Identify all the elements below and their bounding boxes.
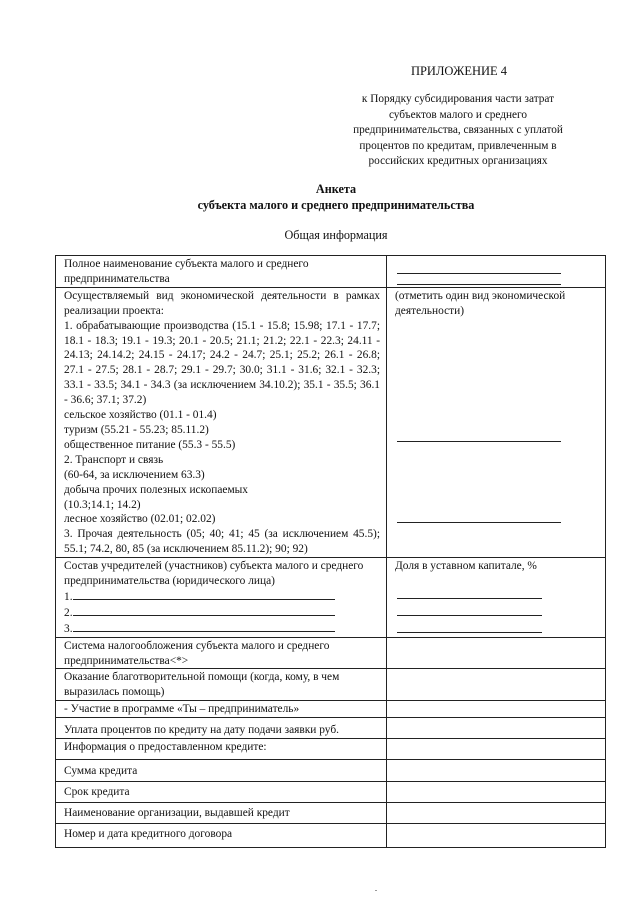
activity-transport: 2. Транспорт и связь bbox=[64, 453, 164, 466]
activity-mining-codes: (10.3;14.1; 14.2) bbox=[64, 498, 141, 511]
answer-cell[interactable] bbox=[387, 739, 606, 760]
appendix-header bbox=[318, 64, 598, 170]
share-cell[interactable] bbox=[387, 558, 606, 638]
table-row bbox=[56, 739, 606, 760]
table-row bbox=[56, 287, 606, 557]
share-line[interactable] bbox=[397, 588, 542, 599]
row-label: Номер и дата кредитного договора bbox=[56, 823, 387, 847]
share-line[interactable] bbox=[397, 605, 542, 616]
answer-line[interactable] bbox=[397, 259, 561, 274]
answer-cell[interactable] bbox=[387, 718, 606, 739]
table-row bbox=[56, 781, 606, 802]
answer-cell[interactable] bbox=[387, 823, 606, 847]
activity-cell bbox=[56, 287, 387, 557]
row-label: Оказание благотворительной помощи (когда, кому, в чем выразилась помощь) bbox=[56, 669, 387, 701]
reference-line: российских кредитных организациях bbox=[368, 155, 548, 168]
founder-entry[interactable]: 2. bbox=[64, 605, 380, 621]
table-row bbox=[56, 256, 606, 288]
founders-label: Состав учредителей (участников) субъекта малого и среднего предпринимательства (юридического лица) bbox=[64, 560, 364, 588]
table-row bbox=[56, 558, 606, 638]
form-title: Анкета bbox=[315, 182, 357, 196]
answer-cell[interactable] bbox=[387, 802, 606, 823]
row-label: Срок кредита bbox=[56, 781, 387, 802]
activity-agriculture: сельское хозяйство (01.1 - 01.4) bbox=[64, 409, 217, 422]
appendix-number: ПРИЛОЖЕНИЕ 4 bbox=[410, 64, 508, 78]
answer-line-transport[interactable] bbox=[397, 508, 561, 523]
table-row bbox=[56, 701, 606, 718]
share-line[interactable] bbox=[397, 622, 542, 633]
row-label: - Участие в программе «Ты – предприниматель» bbox=[56, 701, 387, 718]
row-label: Информация о предоставленном кредите: bbox=[56, 739, 387, 760]
table-row bbox=[56, 637, 606, 669]
share-label: Доля в уставном капитале, % bbox=[395, 560, 537, 573]
row-label: Полное наименование субъекта малого и среднего предпринимательства bbox=[56, 256, 387, 288]
table-row bbox=[56, 760, 606, 782]
questionnaire-table bbox=[55, 255, 606, 848]
answer-cell[interactable] bbox=[387, 781, 606, 802]
founder-entry[interactable]: 1. bbox=[64, 589, 380, 605]
answer-cell[interactable] bbox=[387, 760, 606, 782]
row-label: Уплата процентов по кредиту на дату подачи заявки руб. bbox=[56, 718, 387, 739]
table-row bbox=[56, 802, 606, 823]
appendix-reference bbox=[318, 92, 598, 170]
activity-transport-codes: (60-64, за исключением 63.3) bbox=[64, 468, 205, 481]
reference-line: субъектов малого и среднего bbox=[388, 108, 528, 121]
reference-line: процентов по кредитам, привлеченным в bbox=[359, 139, 557, 152]
activity-catering: общественное питание (55.3 - 55.5) bbox=[64, 438, 236, 451]
answer-line-manufacturing[interactable] bbox=[397, 427, 561, 442]
answer-cell[interactable] bbox=[387, 701, 606, 718]
activity-note: (отметить один вид экономической деятельности) bbox=[395, 289, 566, 317]
activity-forestry: лесное хозяйство (02.01; 02.02) bbox=[64, 513, 216, 526]
answer-cell[interactable] bbox=[387, 637, 606, 669]
table-row bbox=[56, 823, 606, 847]
activity-manufacturing: 1. обрабатывающие производства (15.1 - 15.8; 15.98; 17.1 - 17.7; 18.1 - 18.3; 19.1 - 19.3; 20.1 - 20.5; 21.1; 21.2; 22.1 - 22.3; 24.11 - 24.13; 24.14.2; 24.15 - 24.17; 24.2 - 24.7; 25.1; 25.2; 26.1 - 26.8; 27.1 - 27.5; 28.1 - 28.7; 29.1 - 29.7; 30.0; 31.1 - 31.6; 32.1 - 32.3; 33.1 - 33.5; 34.1 - 34.3 (за исключением 34.10.2); 35.1 - 35.5; 36.1 - 36.6; 37.1; 37.2) bbox=[64, 319, 380, 407]
scan-speck bbox=[375, 890, 377, 891]
row-label: Сумма кредита bbox=[56, 760, 387, 782]
reference-line: к Порядку субсидирования части затрат bbox=[361, 93, 555, 105]
answer-cell[interactable] bbox=[387, 669, 606, 701]
founders-cell bbox=[56, 558, 387, 638]
table-row bbox=[56, 718, 606, 739]
table-row bbox=[56, 669, 606, 701]
activity-mining: добыча прочих полезных ископаемых bbox=[64, 483, 249, 496]
founder-entry[interactable]: 3. bbox=[64, 621, 380, 637]
answer-line[interactable] bbox=[397, 274, 561, 285]
reference-line: предпринимательства, связанных с уплатой bbox=[353, 124, 563, 137]
activity-answer-cell[interactable] bbox=[387, 287, 606, 557]
row-label: Система налогообложения субъекта малого и среднего предпринимательства<*> bbox=[56, 637, 387, 669]
activity-other: 3. Прочая деятельность (05; 40; 41; 45 (за исключением 45.5); 55.1; 74.2, 80, 85 (за исключением 85.11.2); 90; 92) bbox=[64, 528, 380, 556]
section-title: Общая информация bbox=[284, 228, 388, 242]
activity-intro: Осуществляемый вид экономической деятельности в рамках реализации проекта: bbox=[64, 289, 380, 317]
activity-tourism: туризм (55.21 - 55.23; 85.11.2) bbox=[64, 423, 209, 436]
form-title-subject: субъекта малого и среднего предпринимательства bbox=[197, 198, 475, 212]
row-label: Наименование организации, выдавшей кредит bbox=[56, 802, 387, 823]
answer-cell[interactable] bbox=[387, 256, 606, 288]
